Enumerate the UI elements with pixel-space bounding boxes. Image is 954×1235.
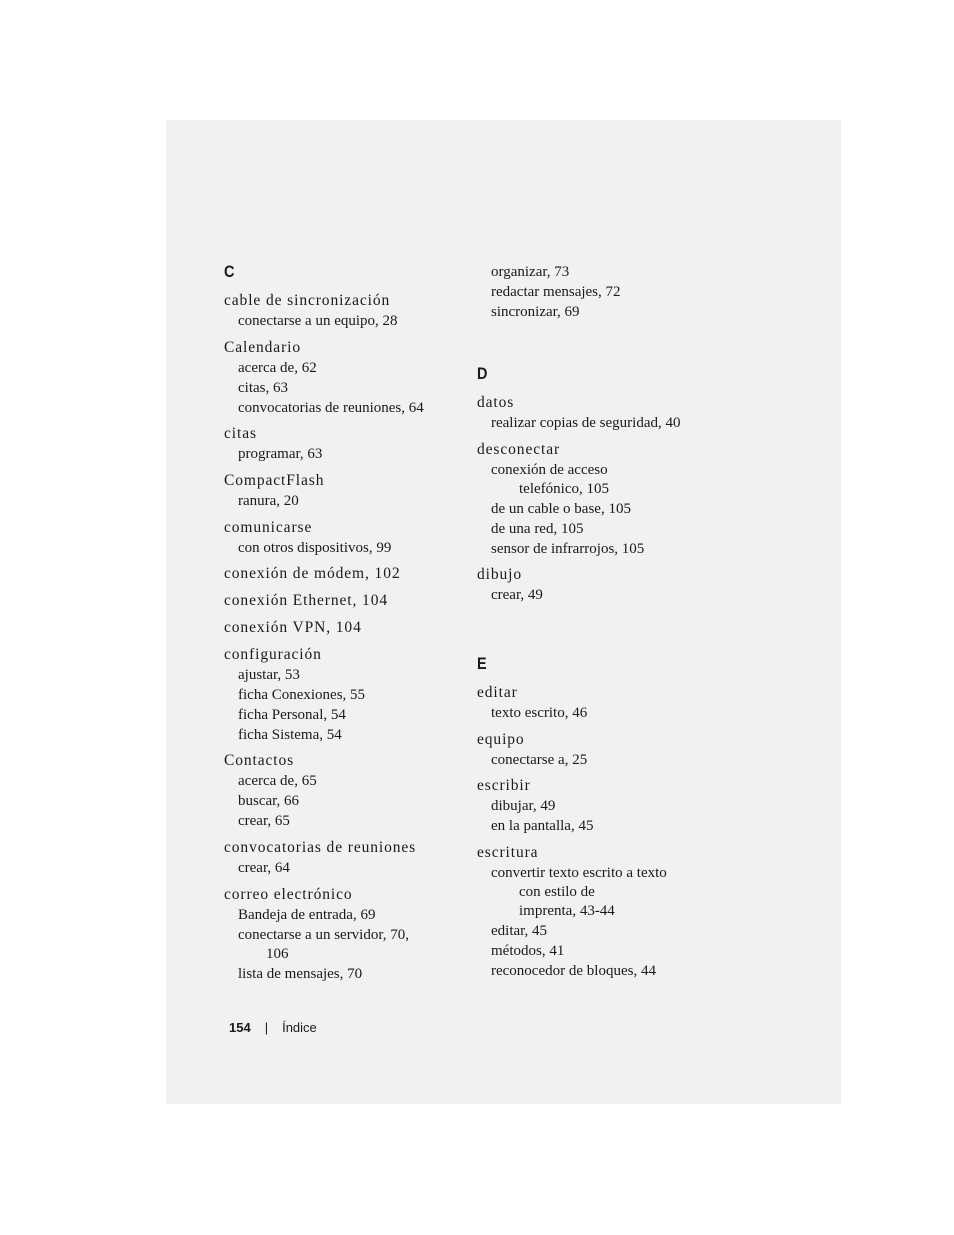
index-term: conexión VPN, 104: [224, 618, 362, 636]
index-subentry: conexión de acceso: [491, 461, 608, 478]
index-entry: [477, 565, 727, 605]
index-entries-c: [224, 291, 464, 984]
index-term: convocatorias de reuniones: [224, 838, 417, 856]
index-subentry: conectarse a un servidor, 70,: [238, 926, 409, 943]
index-entry: [224, 885, 464, 984]
index-subentry: ranura, 20: [238, 493, 299, 510]
index-term: desconectar: [477, 440, 561, 458]
index-subentry: texto escrito, 46: [491, 705, 588, 722]
index-subentry: ficha Sistema, 54: [238, 726, 342, 743]
index-term: equipo: [477, 730, 525, 748]
index-term: dibujo: [477, 566, 523, 584]
footer-separator: |: [264, 1020, 269, 1035]
index-subentry-continuation: 106: [266, 945, 289, 962]
index-subentry: editar, 45: [491, 923, 548, 940]
index-letter-e: E: [477, 654, 487, 674]
page-number: 154: [229, 1020, 251, 1035]
index-subentry: convertir texto escrito a texto: [491, 865, 667, 882]
index-subentry: crear, 65: [238, 813, 290, 830]
index-subentry: Bandeja de entrada, 69: [238, 906, 376, 923]
index-entry: [224, 471, 464, 511]
index-term: editar: [477, 684, 518, 702]
index-entries-e: [477, 683, 727, 981]
index-subentry: realizar copias de seguridad, 40: [491, 415, 681, 431]
index-subentry: dibujar, 49: [491, 798, 556, 815]
index-term: configuración: [224, 645, 322, 663]
index-entry: [224, 424, 464, 464]
index-subentry: conectarse a, 25: [491, 751, 588, 768]
index-column-right: [477, 262, 727, 988]
index-subentry: en la pantalla, 45: [491, 818, 594, 835]
index-term: escritura: [477, 844, 539, 862]
index-entry: [477, 843, 727, 981]
index-entry: [224, 645, 464, 745]
index-term: citas: [224, 425, 257, 443]
index-letter-c: C: [224, 262, 235, 281]
index-entry: [224, 838, 464, 878]
section-name: Índice: [282, 1020, 317, 1035]
index-entry: [224, 291, 464, 331]
index-continued-entries: [477, 262, 727, 322]
index-subentry: métodos, 41: [491, 943, 565, 960]
index-subentry-continuation: imprenta, 43-44: [519, 903, 615, 920]
index-subentry: programar, 63: [238, 446, 323, 463]
index-entry: [224, 751, 464, 831]
index-subentry: convocatorias de reuniones, 64: [238, 399, 424, 416]
index-entry: [477, 730, 727, 770]
index-term: correo electrónico: [224, 885, 353, 903]
index-subentry: buscar, 66: [238, 793, 300, 810]
index-term: datos: [477, 394, 515, 411]
index-subentry: conectarse a un equipo, 28: [238, 313, 398, 329]
index-term: CompactFlash: [224, 472, 325, 490]
index-subentry: reconocedor de bloques, 44: [491, 963, 656, 980]
index-subentry: crear, 64: [238, 859, 290, 876]
index-entry: [224, 618, 464, 638]
index-subentry: lista de mensajes, 70: [238, 965, 363, 982]
index-subentry: ajustar, 53: [238, 666, 300, 683]
index-entry: [477, 393, 727, 433]
index-subentry: citas, 63: [238, 379, 288, 396]
index-column-left: [224, 262, 464, 990]
index-subentry: de una red, 105: [491, 520, 584, 537]
index-entry: [224, 518, 464, 558]
index-subentry: sincronizar, 69: [491, 304, 580, 320]
index-letter-d: D: [477, 364, 488, 383]
index-subentry: con otros dispositivos, 99: [238, 539, 392, 556]
index-subentry-continuation: con estilo de: [519, 884, 595, 901]
index-entry: [224, 591, 464, 611]
index-subentry: redactar mensajes, 72: [491, 284, 621, 300]
index-term: conexión de módem, 102: [224, 565, 401, 583]
index-entry: [224, 338, 464, 418]
index-subentry: ficha Conexiones, 55: [238, 686, 366, 703]
index-subentry: crear, 49: [491, 587, 543, 604]
index-subentry: ficha Personal, 54: [238, 706, 346, 723]
index-term: conexión Ethernet, 104: [224, 592, 388, 610]
index-entry: [477, 683, 727, 723]
index-entry: [477, 776, 727, 836]
index-subentry: acerca de, 65: [238, 773, 317, 790]
index-entries-d: [477, 393, 727, 605]
index-term: escribir: [477, 777, 531, 795]
index-subentry: de un cable o base, 105: [491, 500, 631, 517]
index-subentry: organizar, 73: [491, 264, 570, 280]
index-term: cable de sincronización: [224, 292, 391, 309]
index-subentry: sensor de infrarrojos, 105: [491, 540, 645, 557]
index-subentry-continuation: telefónico, 105: [519, 480, 609, 497]
index-subentry: acerca de, 62: [238, 359, 317, 376]
index-term: comunicarse: [224, 518, 313, 536]
page-footer: [229, 1019, 317, 1037]
index-entry: [224, 564, 464, 584]
index-entry: [477, 440, 727, 559]
index-term: Contactos: [224, 752, 295, 770]
index-term: Calendario: [224, 338, 302, 356]
